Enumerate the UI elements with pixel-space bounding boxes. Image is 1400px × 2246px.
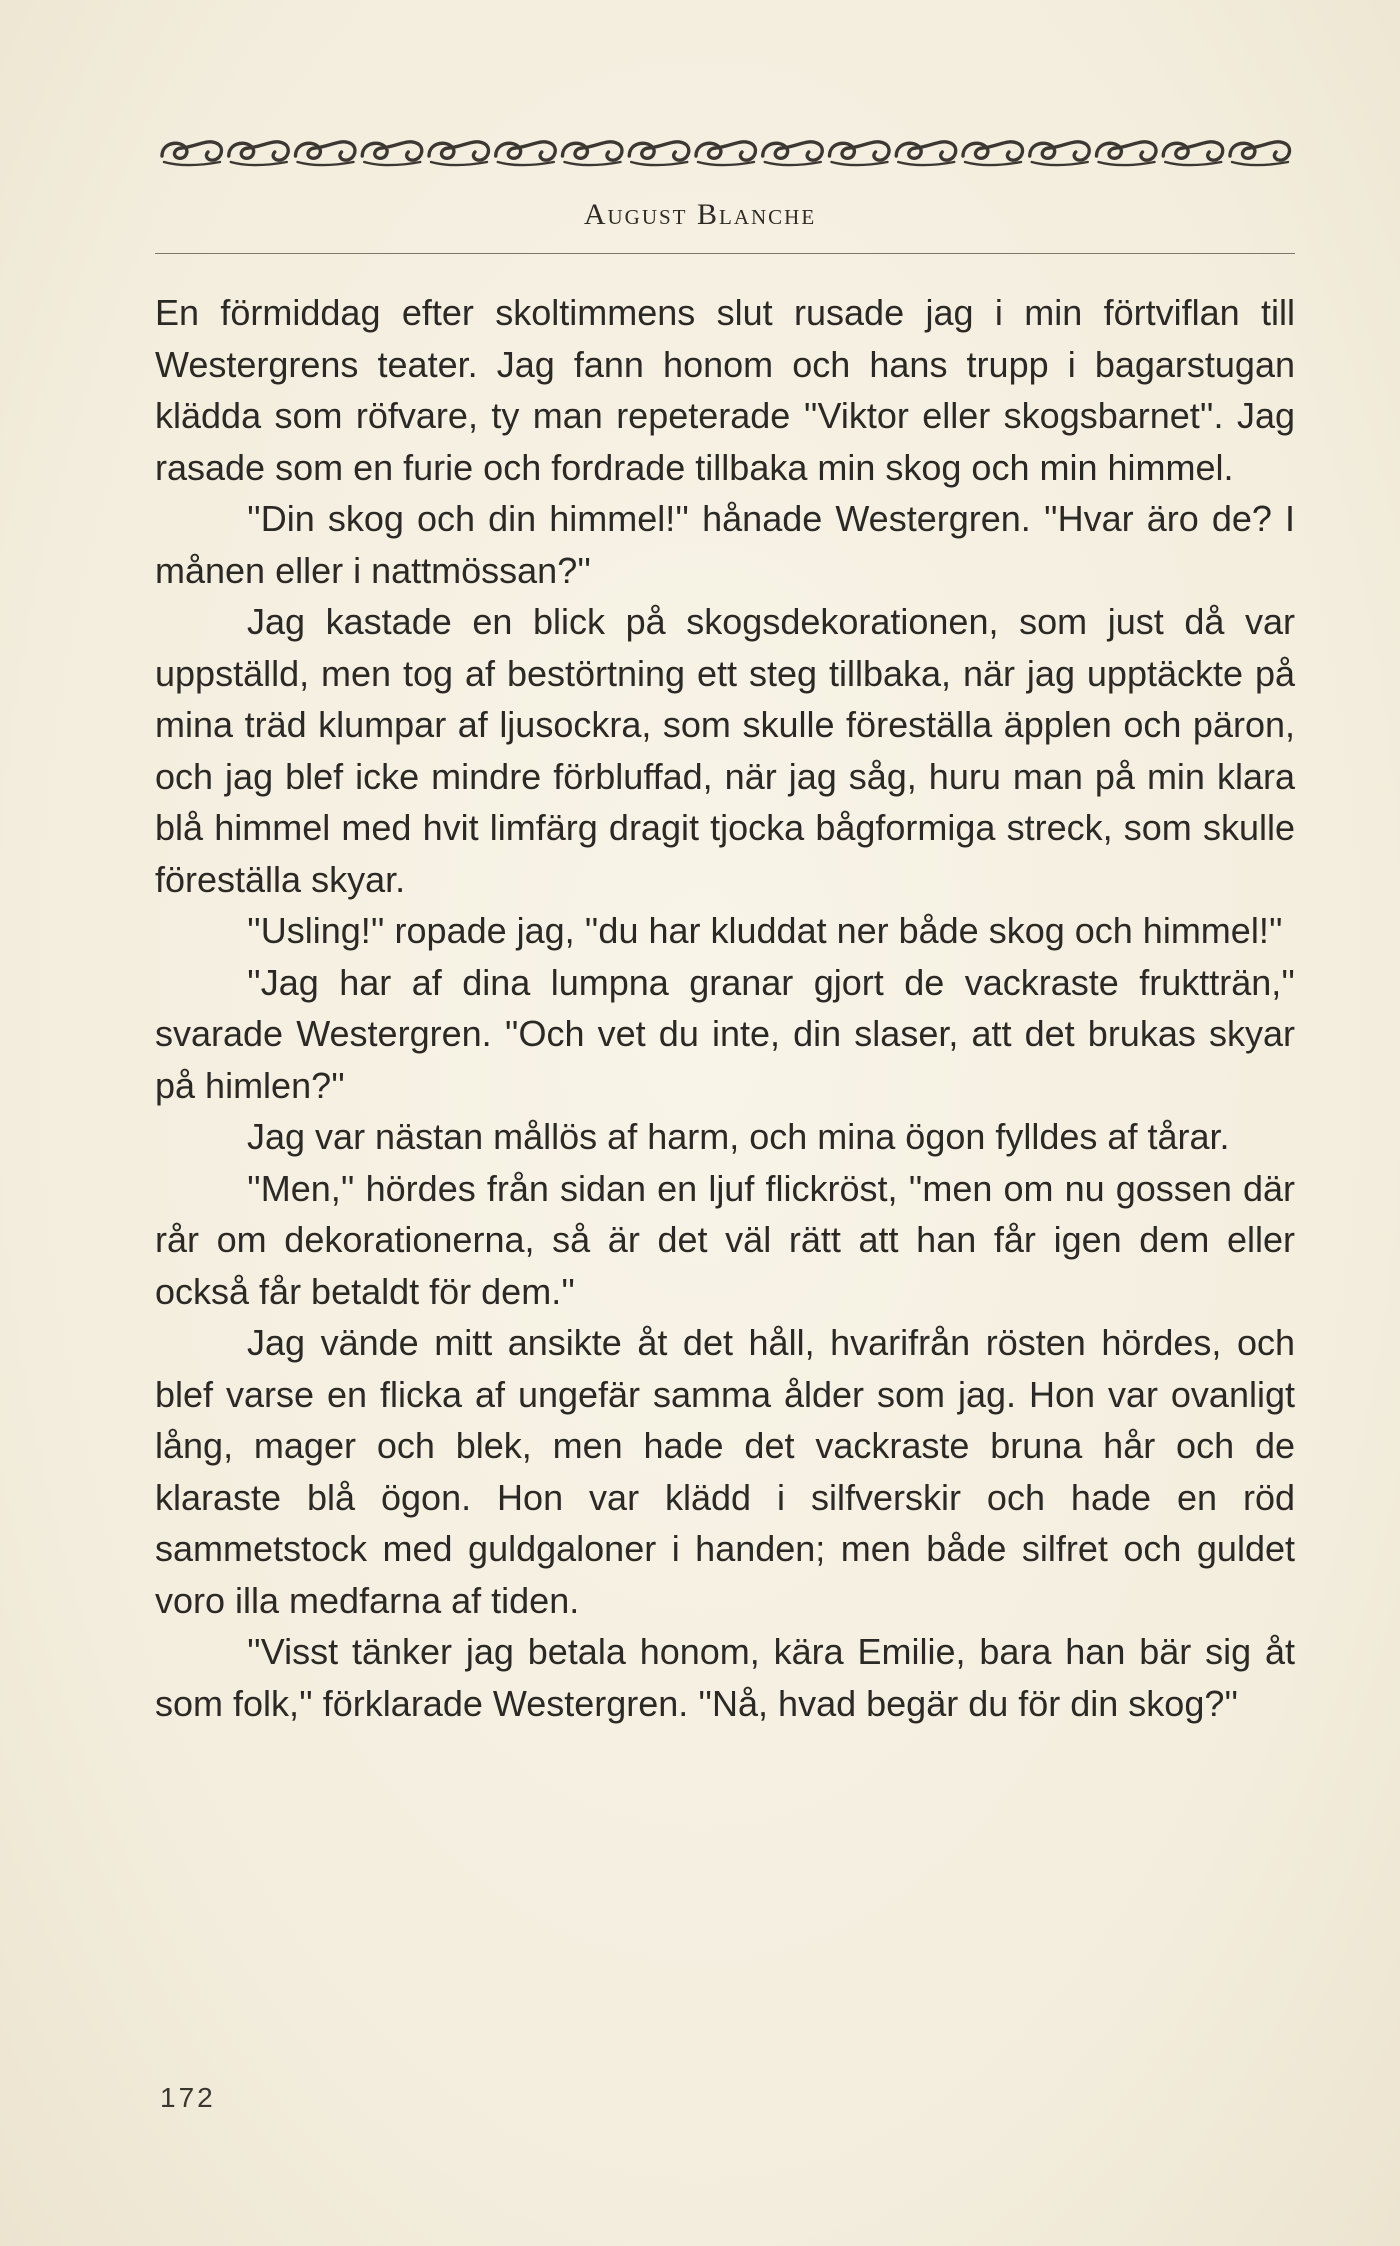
ornament-scroll-unit — [1097, 142, 1156, 165]
ornament-scroll-unit — [229, 142, 288, 165]
ornament-scroll-unit — [1030, 142, 1089, 165]
ornament-scroll-unit — [162, 142, 221, 165]
running-head: August Blanche — [583, 198, 817, 231]
paragraph: ''Din skog och din himmel!'' hånade Westergren. ''Hvar äro de? I månen eller i nattmössan?'' — [155, 498, 1295, 591]
body-text — [155, 287, 1295, 1729]
ornament-scroll-unit — [896, 142, 955, 165]
ornament-scroll-unit — [563, 142, 622, 165]
wave-scroll-border-ornament-icon — [158, 132, 1293, 172]
paragraph: Jag vände mitt ansikte åt det håll, hvarifrån rösten hördes, och blef varse en flicka af ungefär samma ålder som jag. Hon var ovanligt lång, mager och blek, men hade det vackraste bruna hår och de klaraste blå ögon. Hon var klädd i silfverskir och hade en röd sammetstock med guldgaloner i handen; men både silfret och guldet voro illa medfarna af tiden. — [155, 1322, 1295, 1621]
ornament-scroll-unit — [629, 142, 688, 165]
ornament-scroll-unit — [362, 142, 421, 165]
paragraph: En förmiddag efter skoltimmens slut rusade jag i min förtviflan till Westergrens teater. Jag fann honom och hans trupp i bagarstugan klädda som röfvare, ty man repeterade ''Viktor eller skogsbarnet''. Jag rasade som en furie och fordrade tillbaka min skog och min himmel. — [155, 292, 1295, 488]
ornament-scroll-unit — [1230, 142, 1289, 165]
ornament-scroll-unit — [429, 142, 488, 165]
ornament-scroll-unit — [830, 142, 889, 165]
ornament-scroll-unit — [296, 142, 355, 165]
ornament-scroll-unit — [696, 142, 755, 165]
paragraph: ''Visst tänker jag betala honom, kära Emilie, bara han bär sig åt som folk,'' förklarade Westergren. ''Nå, hvad begär du för din skog?'' — [155, 1631, 1295, 1724]
paragraph: Jag var nästan mållös af harm, och mina ögon fylldes af tårar. — [247, 1116, 1230, 1157]
paragraph: ''Usling!'' ropade jag, ''du har kluddat ner både skog och himmel!'' — [247, 910, 1283, 951]
paragraph: Jag kastade en blick på skogsdekorationen, som just då var uppställd, men tog af bestörtning ett steg tillbaka, när jag upptäckte på mina träd klumpar af ljusockra, som skulle föreställa äpplen och päron, och jag blef icke mindre förbluffad, när jag såg, huru man på min klara blå himmel med hvit limfärg dragit tjocka bågformiga streck, som skulle föreställa skyar. — [155, 601, 1295, 900]
paragraph: ''Jag har af dina lumpna granar gjort de vackraste fruktträn,'' svarade Westergren. ''Och vet du inte, din slaser, att det brukas skyar på himlen?'' — [155, 961, 1295, 1106]
page-number: 172 — [160, 2082, 216, 2113]
paragraph: ''Men,'' hördes från sidan en ljuf flickröst, ''men om nu gossen där rår om dekorationerna, så är det väl rätt att han får igen dem eller också får betaldt för dem.'' — [155, 1167, 1295, 1312]
ornament-scroll-unit — [1163, 142, 1222, 165]
header-rule — [155, 253, 1295, 254]
ornament-scroll-unit — [763, 142, 822, 165]
ornament-scroll-unit — [496, 142, 555, 165]
ornament-scroll-unit — [963, 142, 1022, 165]
